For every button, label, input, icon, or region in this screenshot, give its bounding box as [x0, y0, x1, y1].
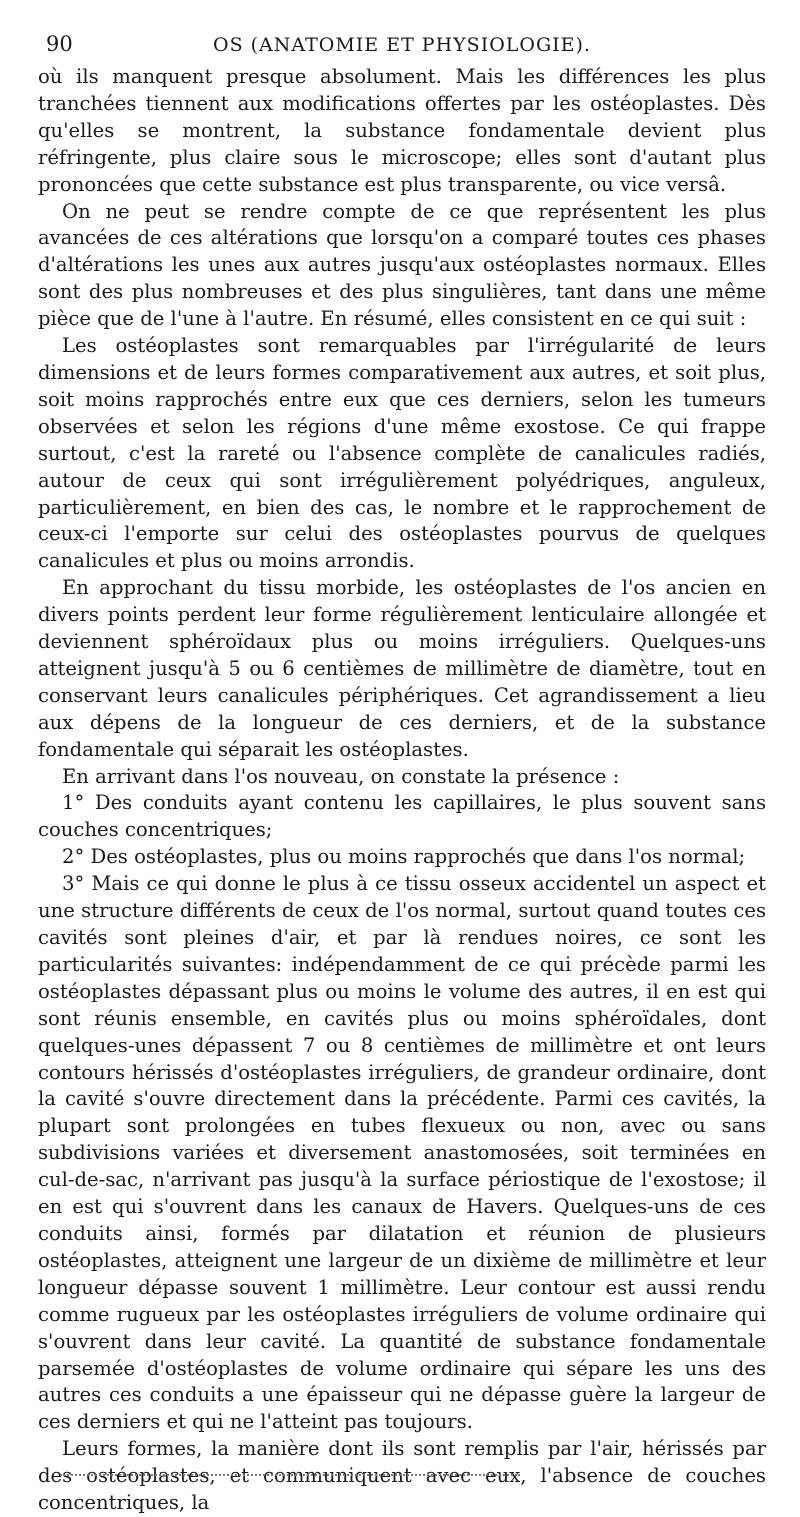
list-item: 3° Mais ce qui donne le plus à ce tissu osseux accidentel un aspect et une structure différents de ceux de l'os normal, surtout quand toutes ces cavités sont pleines d'air, et par là rendues noires, ce sont les particularités suivantes: indépendamment de ce qui précède parmi les ostéoplastes dépassant plus ou moins le volume des autres, il en est qui sont réunis ensemble, en cavités plus ou moins sphéroïdales, dont quelques-unes dépassent 7 ou 8 centièmes de millimètre et ont leurs contours hérissés d'ostéoplastes irréguliers, de grandeur ordinaire, dont la cavité s'ouvre directement dans la précédente. Parmi ces cavités, la plupart sont prolongées en tubes flexueux ou non, avec ou sans subdivisions variées et diversement anastomosées, soit terminées en cul-de-sac, n'arrivant pas jusqu'à la surface périostique de l'exostose; il en est qui s'ouvrent dans les canaux de Havers. Quelques-uns de ces conduits ainsi, formés par dilatation et réunion de plusieurs ostéoplastes, atteignent une largeur de un dixième de millimètre et leur longueur dépasse souvent 1 millimètre. Leur contour est aussi rendu comme rugueux par les ostéoplastes irréguliers de volume ordinaire qui s'ouvrent dans leur cavité. La quantité de substance fondamentale parsemée d'ostéoplastes de volume ordinaire qui sépare les uns des autres ces conduits a une épaisseur qui ne dépasse guère la largeur de ces derniers et qui ne l'atteint pas toujours.	[38, 872, 766, 1434]
page-header	[38, 28, 766, 64]
paragraph: Les ostéoplastes sont remarquables par l'irrégularité de leurs dimensions et de leurs formes comparativement aux autres, et soit plus, soit moins rapprochés entre eux que ces derniers, selon les tumeurs observées et selon les régions d'une même exostose. Ce qui frappe surtout, c'est la rareté ou l'absence complète de canalicules radiés, autour de ceux qui sont irrégulièrement polyédriques, anguleux, particulièrement, en bien des cas, le nombre et le rapprochement de ceux-ci l'emporte sur celui des ostéoplastes pourvus de quelques canalicules et plus ou moins arrondis.	[38, 334, 766, 573]
running-head: OS (ANATOMIE ET PHYSIOLOGIE).	[213, 34, 591, 56]
list-item: 1° Des conduits ayant contenu les capillaires, le plus souvent sans couches concentriques;	[38, 791, 766, 842]
body-text	[38, 64, 766, 1517]
footer-print-marks	[60, 1474, 520, 1480]
list-item: 2° Des ostéoplastes, plus ou moins rapprochés que dans l'os normal;	[62, 845, 746, 869]
paragraph: En approchant du tissu morbide, les ostéoplastes de l'os ancien en divers points perdent leur forme régulièrement lenticulaire allongée et deviennent sphéroïdaux plus ou moins irréguliers. Quelques-uns atteignent jusqu'à 5 ou 6 centièmes de millimètre de diamètre, tout en conservant leurs canalicules périphériques. Cet agrandissement a lieu aux dépens de la longueur de ces derniers, et de la substance fondamentale qui séparait les ostéoplastes.	[38, 576, 766, 761]
paragraph: En arrivant dans l'os nouveau, on constate la présence :	[62, 764, 620, 788]
paragraph: On ne peut se rendre compte de ce que représentent les plus avancées de ces altérations que lorsqu'on a comparé toutes ces phases d'altérations les unes aux autres jusqu'aux ostéoplastes normaux. Elles sont des plus nombreuses et des plus singulières, tant dans une même pièce que de l'une à l'autre. En résumé, elles consistent en ce qui suit :	[38, 199, 766, 331]
paragraph: où ils manquent presque absolument. Mais les différences les plus tranchées tiennent aux modifications offertes par les ostéoplastes. Dès qu'elles se montrent, la substance fondamentale devient plus réfringente, plus claire sous le microscope; elles sont d'autant plus prononcées que cette substance est plus transparente, ou vice versâ.	[38, 65, 766, 196]
page-number: 90	[46, 32, 73, 56]
paragraph: Leurs formes, la manière dont ils sont remplis par l'air, hérissés par des ostéoplastes, et communiquent avec eux, l'absence de couches concentriques, la	[38, 1437, 766, 1515]
